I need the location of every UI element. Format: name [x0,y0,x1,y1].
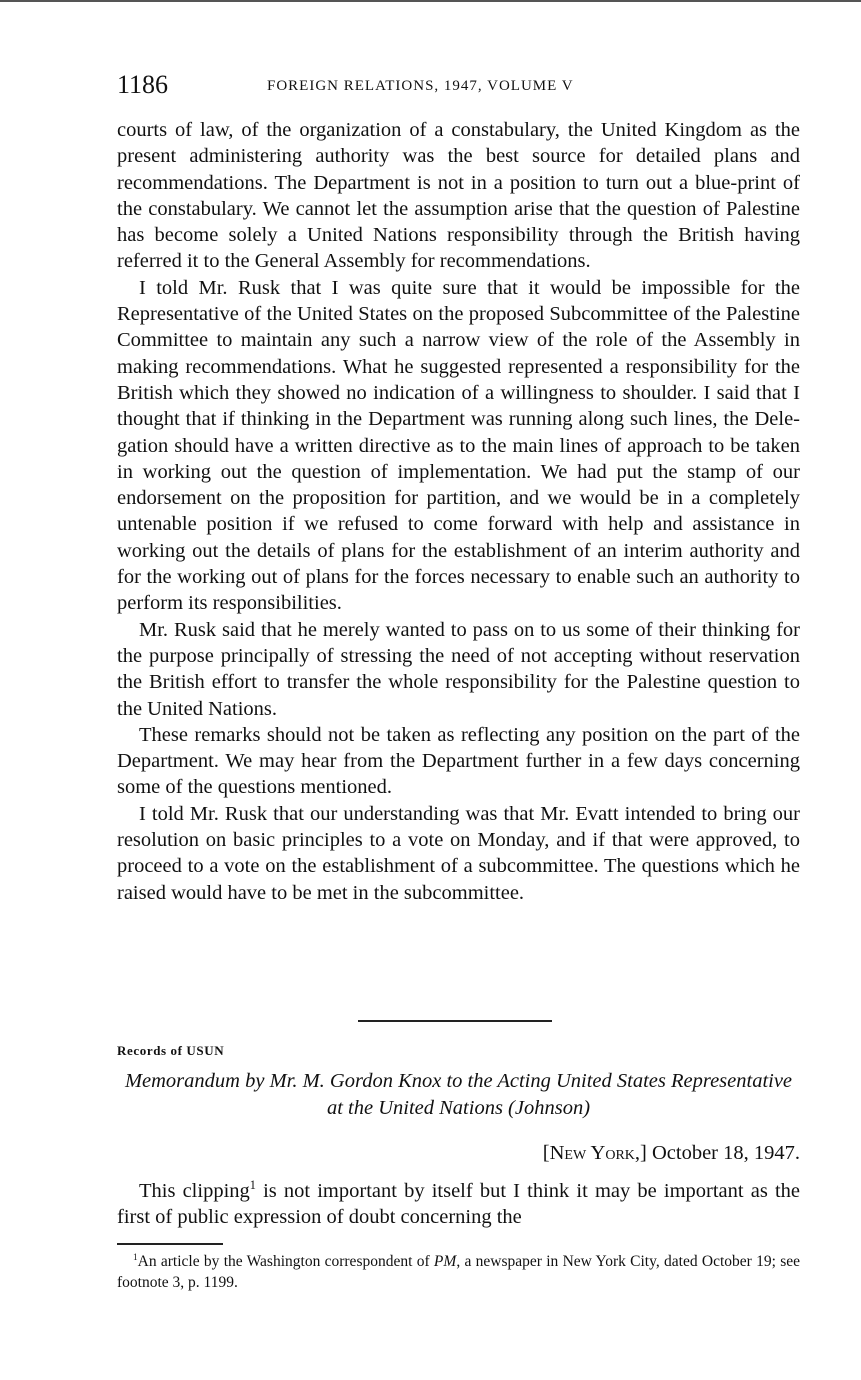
memo-text-rest: is not important by itself but I think it may be important as the first of public expression of doubt concerning the [117,1180,800,1229]
dateline-place: [New York,] [542,1142,647,1164]
document-title: Memorandum by Mr. M. Gordon Knox to the Acting United States Representative at the United Nations (Johnson) [124,1070,793,1119]
footnote-newspaper-name: PM [433,1253,457,1270]
dateline-date: October 18, 1947. [651,1142,800,1164]
main-text [117,117,800,906]
records-source-label: Records of USUN [117,1043,225,1058]
running-head: FOREIGN RELATIONS, 1947, VOLUME V [267,78,574,94]
paragraph: I told Mr. Rusk that I was quite sure that it would be impossible for the Representative of the United States on the proposed Subcommittee of the Palestine Committee to maintain any such a narrow view of the role of the Assembly in making recommendations. What he suggested represented a responsibility for the British which they showed no indication of a willingness to shoulder. I said that I thought that if thinking in the Department was running along such lines, the Delegation should have a written directive as to the main lines of approach to be taken in working out the question of implementation. We had put the stamp of our endorsement on the proposition for partition, and we would be in a completely untenable position if we refused to come forward with help and assistance in working out the details of plans for the establishment of an interim authority and for the working out of plans for the forces necessary to enable such an authority to perform its responsibilities. [117,276,800,615]
paragraph: Mr. Rusk said that he merely wanted to pass on to us some of their thinking for the purpose principally of stressing the need of not accepting without reservation the British effort to transfer the whole responsibility for the Palestine question to the United Nations. [117,618,800,720]
section-separator [358,1020,552,1022]
paragraph: These remarks should not be taken as reflecting any position on the part of the Department. We may hear from the Department further in a few days concerning some of the questions mentioned. [117,723,800,799]
paragraph: courts of law, of the organization of a constabulary, the United Kingdom as the present administering authority was the best source for detailed plans and recommendations. The Department is not in a position to turn out a blue-print of the constabulary. We cannot let the assumption arise that the question of Palestine has become solely a United Nations responsibility through the British having referred it to the General Assembly for recommendations. [117,119,800,273]
memo-text-start: This clipping [139,1180,250,1202]
footnote-marker: 1 [133,1252,138,1263]
footnote-rule [117,1243,223,1245]
footnote [117,1251,800,1293]
footnote-reference[interactable]: 1 [249,1178,256,1193]
footnote-text-rest: , a newspaper in New York City, dated October 19; see footnote 3, p. 1199. [117,1253,800,1291]
page-number: 1186 [117,70,169,99]
footnote-text-start: An article by the Washington correspondent of [137,1253,434,1270]
paragraph: I told Mr. Rusk that our understanding was that Mr. Evatt intended to bring our resolution on basic principles to a vote on Monday, and if that were approved, to proceed to a vote on the establishment of a subcommittee. The questions which he raised would have to be met in the subcommittee. [117,802,800,904]
memo-paragraph [117,1178,800,1231]
top-border-rule [0,0,861,2]
page-header [117,70,800,104]
dateline [543,1142,800,1165]
